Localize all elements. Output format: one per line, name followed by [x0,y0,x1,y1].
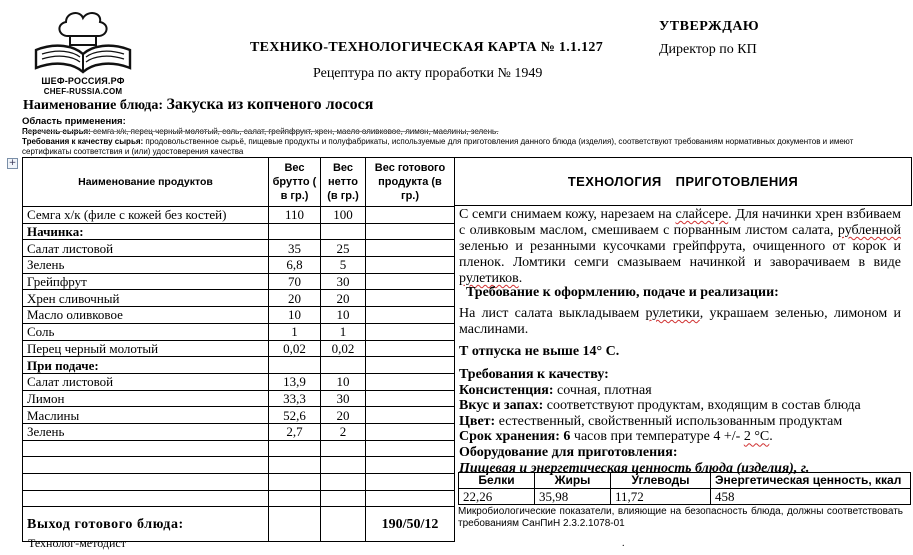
taste-label: Вкус и запах: [459,398,544,414]
header-net-weight: Вес нетто (в гр.) [321,158,366,207]
ingredients-header-row [23,158,455,207]
gross-weight-cell: 70 [269,273,321,290]
consistency-line [459,383,861,399]
ingredient-row [23,440,455,457]
product-name-cell: Зелень [23,423,269,440]
dish-name [23,96,373,114]
technology-header: ТЕХНОЛОГИЯ ПРИГОТОВЛЕНИЯ [567,174,799,189]
ready-weight-cell [366,474,455,491]
output-label: Выход готового блюда: [23,507,269,542]
director-label: Директор по КП [659,42,757,57]
energy-value-kcal: 458 [711,489,911,505]
ingredient-row [23,273,455,290]
gross-weight-cell [269,357,321,374]
gross-weight-cell [269,457,321,474]
product-name-cell [23,457,269,474]
ingredient-row [23,290,455,307]
storage-line [459,429,861,445]
ready-weight-cell [366,223,455,240]
ingredient-row [23,257,455,274]
gross-weight-cell: 20 [269,290,321,307]
technologist-signature: Технолог-методист [28,536,126,550]
product-name-cell: Зелень [23,257,269,274]
dish-value: Закуска из копченого лосося [166,96,374,113]
gross-weight-cell: 33,3 [269,390,321,407]
design-text-part: На лист салата выкладываем [459,306,646,321]
energy-header: Пищевая и энергетическая ценность блюда (изделия), г. [459,460,810,476]
ready-weight-cell [366,373,455,390]
ingredient-row [23,390,455,407]
color-line [459,414,861,430]
ingredients-table [22,157,455,542]
design-requirements-header: Требование к оформлению, подаче и реализации: [466,285,779,300]
energy-header-kcal: Энергетическая ценность, ккал [711,473,911,489]
ingredient-row [23,207,455,224]
header-ready-weight: Вес готового продукта (в гр.) [366,158,455,207]
storage-value: часов при температуре 4 +/- [570,429,744,445]
spellcheck-word: рулетики [645,306,700,321]
gross-weight-cell: 1 [269,323,321,340]
product-name-cell: Грейпфрут [23,273,269,290]
ready-weight-cell [366,273,455,290]
raw-requirements [22,137,892,157]
header-product-name: Наименование продуктов [23,158,269,207]
ingredient-row [23,423,455,440]
logo-text-ru: ШЕФ-РОССИЯ.РФ [41,76,125,86]
ingredient-row [23,474,455,491]
product-name-cell: Салат листовой [23,373,269,390]
technology-text-part: С семги снимаем кожу, нарезаем на [459,207,676,222]
taste-line [459,398,861,414]
energy-header-protein: Белки [459,473,535,489]
footer-dot: . [622,538,625,549]
net-weight-cell: 0,02 [321,340,366,357]
net-weight-cell [321,357,366,374]
gross-weight-cell [269,490,321,507]
ready-weight-cell [366,357,455,374]
product-name-cell: Салат листовой [23,240,269,257]
ready-weight-cell [366,290,455,307]
chef-book-logo-icon [28,6,138,76]
design-requirements-text [459,306,901,338]
product-name-cell: Лимон [23,390,269,407]
energy-value-carbs: 11,72 [611,489,711,505]
ingredient-row [23,307,455,324]
serving-temperature: Т отпуска не выше 14° С. [459,344,620,359]
energy-value-protein: 22,26 [459,489,535,505]
product-name-cell [23,490,269,507]
quality-requirements [459,367,861,476]
ingredient-row [23,323,455,340]
logo [28,6,138,98]
net-weight-cell: 5 [321,257,366,274]
net-weight-cell [321,223,366,240]
card-title: ТЕХНИКО-ТЕХНОЛОГИЧЕСКАЯ КАРТА № 1.1.127 [250,40,604,55]
product-name-cell: Соль [23,323,269,340]
design-text-part: , украшаем зеленью, лимоном и маслинами. [459,306,901,337]
gross-weight-cell [269,223,321,240]
microbiology-note: Микробиологические показатели, влияющие на безопасность блюда, должны соответствовать требованиям СанПиН 2.3.2.1078-01 [458,506,903,529]
storage-temperature: 2 °С [743,429,770,445]
technology-text-part: . Для начинки хрен взбиваем с оливковым маслом, смешиваем с порванным листом салата, [459,207,901,238]
output-empty-cell [269,507,321,542]
gross-weight-cell [269,440,321,457]
technology-header-box [454,157,912,206]
product-name-cell: Начинка: [23,223,269,240]
energy-header-fat: Жиры [535,473,611,489]
net-weight-cell: 1 [321,323,366,340]
gross-weight-cell: 13,9 [269,373,321,390]
ready-weight-cell [366,257,455,274]
net-weight-cell: 2 [321,423,366,440]
raw-materials-text: семга х/к, перец черный молотый, соль, салат, грейпфрукт, хрен, масло оливковое, лимон, маслины, зелень. [90,127,499,136]
ingredient-row [23,340,455,357]
net-weight-cell: 10 [321,307,366,324]
gross-weight-cell: 2,7 [269,423,321,440]
technology-text-part: . [518,271,523,286]
ingredient-row [23,407,455,424]
net-weight-cell: 10 [321,373,366,390]
net-weight-cell: 30 [321,273,366,290]
ready-weight-cell [366,307,455,324]
product-name-cell: Маслины [23,407,269,424]
product-name-cell [23,474,269,491]
consistency-label: Консистенция: [459,382,554,398]
ingredient-row [23,357,455,374]
spellcheck-word: рубленной [837,223,901,238]
net-weight-cell: 20 [321,290,366,307]
ingredient-row [23,240,455,257]
ready-weight-cell [366,490,455,507]
logo-text-en: CHEF-RUSSIA.COM [43,87,123,96]
header-gross-weight: Вес брутто ( в гр.) [269,158,321,207]
storage-label: Срок хранения: 6 [459,429,571,445]
net-weight-cell: 25 [321,240,366,257]
ready-weight-cell [366,340,455,357]
product-name-cell: При подаче: [23,357,269,374]
output-value: 190/50/12 [366,507,455,542]
ingredient-row [23,223,455,240]
ready-weight-cell [366,390,455,407]
raw-requirements-text: продовольственное сырьё, пищевые продукты и полуфабрикаты, используемые для приготовления данного блюда (изделия), соответствуют требованиям нормативных документов и имеют сертификаты соответствия и (или) удостоверения качества [22,137,854,156]
product-name-cell: Хрен сливочный [23,290,269,307]
ready-weight-cell [366,440,455,457]
spellcheck-word: слайсере [675,207,729,222]
storage-end: . [769,429,773,445]
net-weight-cell [321,440,366,457]
quality-header: Требования к качеству: [459,367,609,382]
ready-weight-cell [366,240,455,257]
gross-weight-cell [269,474,321,491]
raw-materials-label: Перечень сырья: [22,127,91,136]
technology-text [459,207,901,287]
energy-table [458,472,911,505]
net-weight-cell [321,474,366,491]
gross-weight-cell: 110 [269,207,321,224]
net-weight-cell: 100 [321,207,366,224]
ingredient-row [23,490,455,507]
energy-value-fat: 35,98 [535,489,611,505]
taste-value: соответствуют продуктам, входящим в состав блюда [543,398,861,414]
card-subtitle: Рецептура по акту проработки № 1949 [313,66,543,81]
net-weight-cell: 30 [321,390,366,407]
gross-weight-cell: 0,02 [269,340,321,357]
gross-weight-cell: 52,6 [269,407,321,424]
approve-label: УТВЕРЖДАЮ [659,19,760,34]
raw-materials [22,127,498,136]
dish-label: Наименование блюда: [23,98,167,113]
output-empty-cell [321,507,366,542]
net-weight-cell [321,457,366,474]
product-name-cell: Масло оливковое [23,307,269,324]
spellcheck-word: рулетиков [459,271,519,286]
gross-weight-cell: 6,8 [269,257,321,274]
ready-weight-cell [366,423,455,440]
raw-requirements-label: Требования к качеству сырья: [22,137,144,146]
net-weight-cell [321,490,366,507]
ready-weight-cell [366,457,455,474]
color-value: естественный, свойственный использованным продуктам [495,413,843,429]
net-weight-cell: 20 [321,407,366,424]
energy-values-row [459,489,911,505]
equipment-label: Оборудование для приготовления: [459,444,678,460]
product-name-cell [23,440,269,457]
table-move-handle-icon[interactable]: + [8,158,17,168]
ingredient-row [23,457,455,474]
ready-weight-cell [366,323,455,340]
color-label: Цвет: [459,413,496,429]
gross-weight-cell: 35 [269,240,321,257]
product-name-cell: Перец черный молотый [23,340,269,357]
ready-weight-cell [366,407,455,424]
energy-header-carbs: Углеводы [611,473,711,489]
energy-header-row [459,473,911,489]
technology-text-part: зеленью и резанными кусочками грейпфрута, очищенного от корок и пленок. Ломтики семги смазываем начинкой и заворачиваем в виде [459,239,901,270]
product-name-cell: Семга х/к (филе с кожей без костей) [23,207,269,224]
gross-weight-cell: 10 [269,307,321,324]
ready-weight-cell [366,207,455,224]
application-area-label: Область применения: [22,116,126,127]
ingredient-row [23,373,455,390]
consistency-value: сочная, плотная [553,382,652,398]
